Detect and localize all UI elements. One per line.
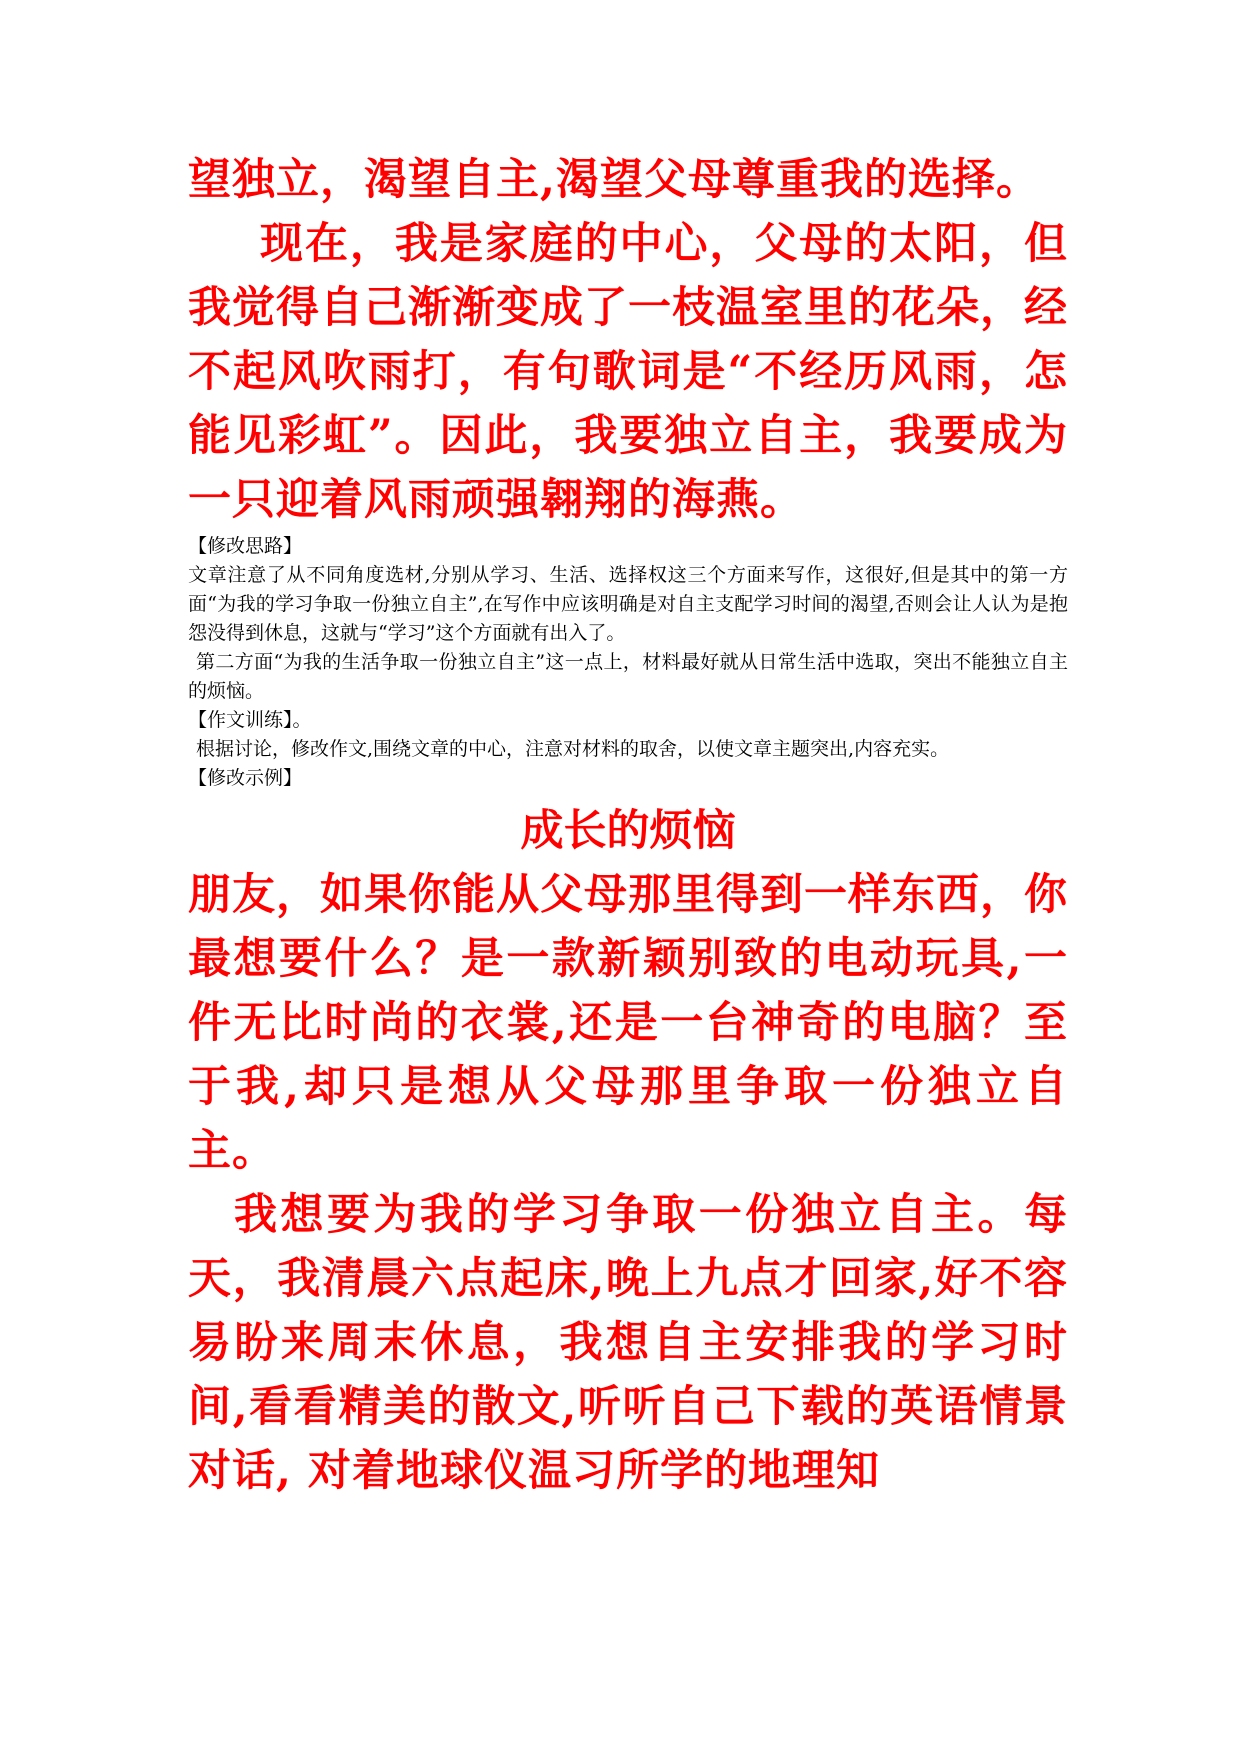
revision-notes-heading: 【修改思路】 <box>188 535 303 557</box>
page-content <box>188 148 1068 1503</box>
essay-paragraph-top-1: 望独立，渴望自主,渴望父母尊重我的选择。 <box>188 155 1040 205</box>
essay-paragraph-2: 我想要为我的学习争取一份独立自主。每天，我清晨六点起床,晚上九点才回家,好不容易盼来周末休息，我想自主安排我的学习时间,看看精美的散文,听听自己下载的英语情景对话, 对着地球仪温习所学的地理知 <box>188 1190 1068 1496</box>
essay-paragraph-top-2: 现在，我是家庭的中心，父母的太阳，但我觉得自己渐渐变成了一枝温室里的花朵，经不起风吹雨打，有句歌词是“不经历风雨，怎能见彩虹”。因此，我要独立自主，我要成为一只迎着风雨顽强翱翔的海燕。 <box>188 219 1068 525</box>
revision-notes-paragraph-2: 第二方面“为我的生活争取一份独立自主”这一点上，材料最好就从日常生活中选取，突出不能独立自主的烦恼。 <box>188 651 1068 702</box>
essay-title: 成长的烦恼 <box>520 806 736 856</box>
training-heading: 【作文训练】。 <box>188 709 312 731</box>
essay-paragraph-1: 朋友，如果你能从父母那里得到一样东西，你最想要什么？是一款新颖别致的电动玩具,一件无比时尚的衣裳,还是一台神奇的电脑？至于我,却只是想从父母那里争取一份独立自主。 <box>188 870 1068 1176</box>
training-paragraph: 根据讨论，修改作文,围绕文章的中心，注意对材料的取舍，以使文章主题突出,内容充实。 <box>196 738 950 760</box>
example-heading: 【修改示例】 <box>188 767 303 789</box>
revision-notes-paragraph-1: 文章注意了从不同角度选材,分别从学习、生活、选择权这三个方面来写作，这很好,但是其中的第一方面“为我的学习争取一份独立自主”,在写作中应该明确是对自主支配学习时间的渴望,否则会让人认为是抱怨没得到休息，这就与“学习”这个方面就有出入了。 <box>188 564 1068 644</box>
